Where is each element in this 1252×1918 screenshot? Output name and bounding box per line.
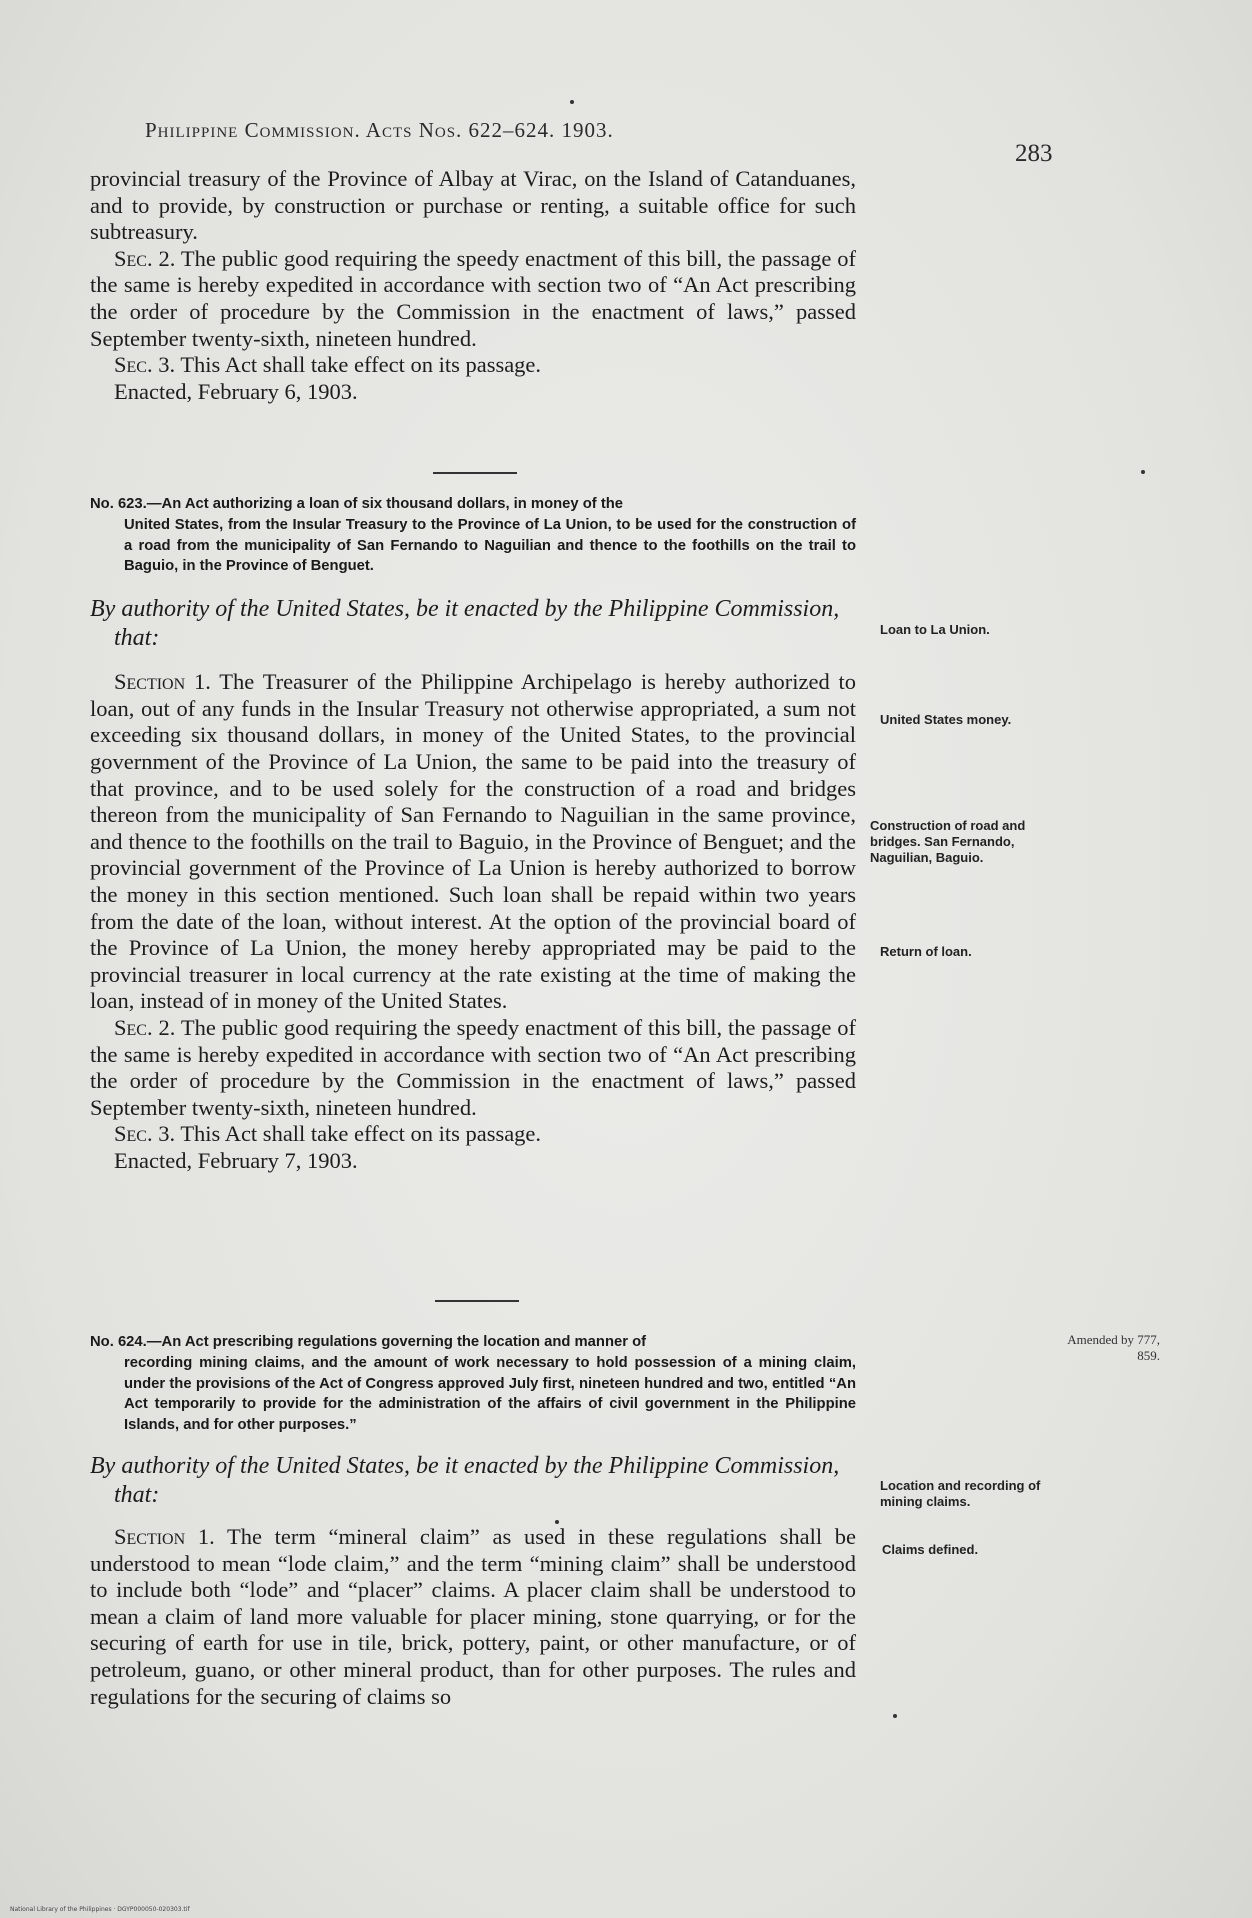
act-623-sec2 bbox=[90, 1015, 856, 1121]
act-623-sec3 bbox=[90, 1121, 856, 1148]
act-623-enacted: Enacted, February 7, 1903. bbox=[114, 1147, 358, 1173]
margin-note-construction: Construction of road and bridges. San Fernando, Naguilian, Baguio. bbox=[870, 818, 1026, 865]
act-623 bbox=[90, 494, 856, 1174]
act-623-caption bbox=[90, 494, 856, 577]
section-label: Sec. 3. bbox=[114, 352, 176, 378]
act-622-para: provincial treasury of the Province of Albay at Virac, on the Island of Catanduanes, and to provide, by construction or purchase or renting, a suitable office for such subtreasury. bbox=[90, 166, 856, 245]
section-label: Section 1. bbox=[114, 1523, 215, 1549]
section-text: This Act shall take effect on its passage. bbox=[180, 1121, 542, 1147]
page-number: 283 bbox=[1015, 140, 1053, 167]
act-623-caption-rest: United States, from the Insular Treasury to the Province of La Union, to be used for the construction of a road from the municipality of San Fernando to Naguilian and thence to the foothills on the trail to Baguio, in the Province of Benguet. bbox=[124, 516, 856, 575]
print-speck bbox=[1141, 470, 1145, 474]
act-624-enacting-clause: By authority of the United States, be it enacted by the Philippine Commission, that: bbox=[90, 1452, 840, 1508]
act-622-enacted: Enacted, February 6, 1903. bbox=[114, 378, 358, 404]
section-label: Sec. 2. bbox=[114, 245, 176, 271]
print-speck bbox=[893, 1714, 897, 1718]
margin-note-amended: Amended by 777, 859. bbox=[1067, 1332, 1160, 1363]
act-622-sec3 bbox=[90, 352, 856, 379]
section-text: The Treasurer of the Philippine Archipelago is hereby authorized to loan, out of any funds in the Insular Treasury not otherwise appropriated, a sum not exceeding six thousand dollars, in money of the United States, to the provincial government of the Province of La Union, the same to be paid into the treasury of that province, and to be used solely for the construction of a road and bridges thereon from the municipality of San Fernando to Naguilian in the same province, and thence to the foothills on the trail to Baguio, in the Province of Benguet; and the provincial government of the Province of La Union is hereby authorized to borrow the money in this section mentioned. Such loan shall be repaid within two years from the date of the loan, without interest. At the option of the provincial board of the Province of La Union, the money hereby appropriated may be paid to the provincial treasurer in local currency at the rate existing at the time of making the loan, instead of in money of the United States. bbox=[90, 669, 857, 1014]
print-speck bbox=[555, 1520, 559, 1524]
section-text: This Act shall take effect on its passage. bbox=[180, 352, 542, 378]
act-623-enacting-clause: By authority of the United States, be it enacted by the Philippine Commission, that: bbox=[90, 596, 840, 652]
act-624 bbox=[90, 1332, 856, 1710]
act-624-caption-first: No. 624.—An Act prescribing regulations governing the location and manner of bbox=[90, 1334, 647, 1350]
section-text: The public good requiring the speedy enactment of this bill, the passage of the same is hereby expedited in accordance with section two of “An Act prescribing the order of procedure by the Commission in the enactment of laws,” passed September twenty-sixth, nineteen hundred. bbox=[90, 245, 856, 351]
margin-note-return: Return of loan. bbox=[880, 944, 972, 959]
act-622-sec2 bbox=[90, 246, 856, 352]
running-title: Philippine Commission. Acts Nos. 622–624. 1903. bbox=[145, 118, 614, 142]
margin-note-location: Location and recording of mining claims. bbox=[880, 1478, 1041, 1509]
margin-note-loan: Loan to La Union. bbox=[880, 622, 990, 637]
section-text: The public good requiring the speedy enactment of this bill, the passage of the same is hereby expedited in accordance with section two of “An Act prescribing the order of procedure by the Commission in the enactment of laws,” passed September twenty-sixth, nineteen hundred. bbox=[90, 1014, 856, 1120]
section-label: Section 1. bbox=[114, 669, 211, 695]
section-text: The term “mineral claim” as used in these regulations shall be understood to mean “lode claim,” and the term “mining claim” shall be understood to include both “lode” and “placer” claims. A placer claim shall be understood to mean a claim of land more valuable for placer mining, stone quarrying, or for the securing of earth for use in tile, brick, pottery, paint, or other manufacture, or of petroleum, guano, or other mineral product, than for other purposes. The rules and regulations for the securing of claims so bbox=[90, 1523, 856, 1709]
act-623-caption-first: No. 623.—An Act authorizing a loan of six thousand dollars, in money of the bbox=[90, 496, 624, 512]
section-divider bbox=[433, 472, 517, 474]
act-624-sec1 bbox=[90, 1524, 856, 1710]
section-label: Sec. 3. bbox=[114, 1121, 176, 1147]
margin-note-defined: Claims defined. bbox=[882, 1542, 979, 1557]
section-divider bbox=[435, 1300, 519, 1302]
act-622-continuation bbox=[90, 166, 856, 405]
margin-note-money: United States money. bbox=[880, 712, 1012, 727]
act-624-caption-rest: recording mining claims, and the amount of work necessary to hold possession of a mining claim, under the provisions of the Act of Congress approved July first, nineteen hundred and two, entitled “An Act temporarily to provide for the administration of the affairs of civil government in the Philippine Islands, and for other purposes.” bbox=[124, 1354, 856, 1434]
print-speck bbox=[570, 100, 574, 104]
scan-footer: National Library of the Philippines · DGYP000050-020303.tif bbox=[10, 1906, 190, 1913]
act-624-caption bbox=[90, 1332, 856, 1436]
running-header bbox=[145, 118, 1053, 167]
act-623-sec1 bbox=[90, 669, 856, 1015]
section-label: Sec. 2. bbox=[114, 1014, 176, 1040]
